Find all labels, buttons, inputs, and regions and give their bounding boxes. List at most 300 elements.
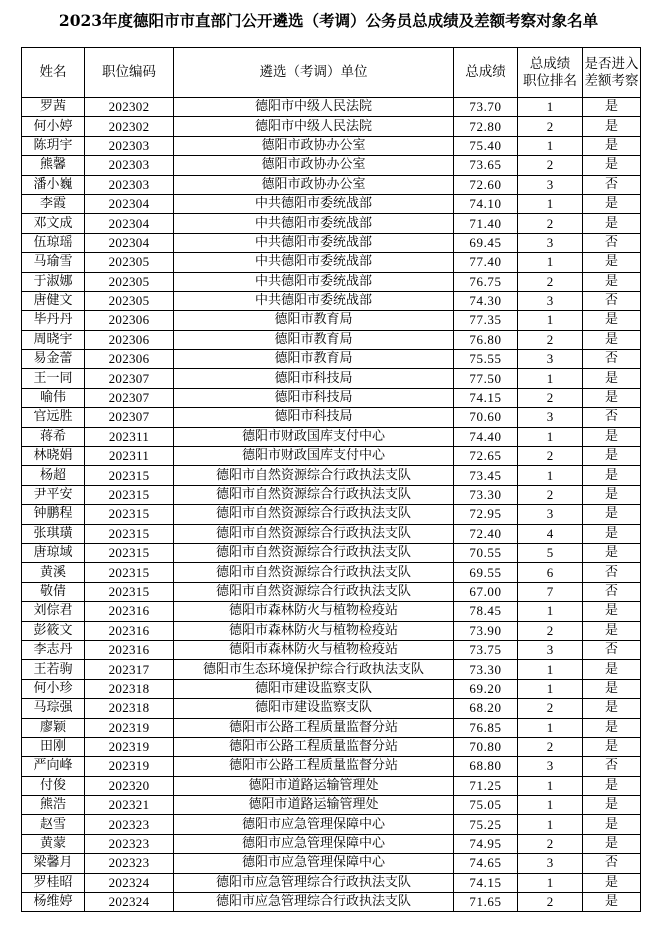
cell-rank: 1 bbox=[518, 718, 583, 737]
table-row bbox=[22, 175, 641, 194]
cell-rank: 1 bbox=[518, 369, 583, 388]
cell-unit: 德阳市自然资源综合行政执法支队 bbox=[174, 524, 454, 543]
cell-score: 73.45 bbox=[454, 466, 518, 485]
cell-name: 赵雪 bbox=[22, 815, 85, 834]
cell-unit: 德阳市财政国库支付中心 bbox=[174, 427, 454, 446]
cell-score: 72.40 bbox=[454, 524, 518, 543]
cell-score: 76.85 bbox=[454, 718, 518, 737]
table-row bbox=[22, 582, 641, 601]
cell-name: 李霞 bbox=[22, 194, 85, 213]
cell-rank: 3 bbox=[518, 408, 583, 427]
cell-name: 张琪璜 bbox=[22, 524, 85, 543]
cell-code: 202315 bbox=[85, 485, 174, 504]
cell-unit: 德阳市政协办公室 bbox=[174, 175, 454, 194]
table-row bbox=[22, 136, 641, 155]
cell-score: 74.10 bbox=[454, 194, 518, 213]
cell-name: 周晓宇 bbox=[22, 330, 85, 349]
cell-code: 202323 bbox=[85, 815, 174, 834]
cell-unit: 德阳市政协办公室 bbox=[174, 136, 454, 155]
cell-flag: 是 bbox=[583, 602, 641, 621]
cell-code: 202305 bbox=[85, 272, 174, 291]
cell-name: 唐健文 bbox=[22, 291, 85, 310]
cell-name: 邓文成 bbox=[22, 214, 85, 233]
table-row bbox=[22, 873, 641, 892]
cell-flag: 否 bbox=[583, 757, 641, 776]
header-row bbox=[22, 48, 641, 98]
cell-unit: 德阳市应急管理综合行政执法支队 bbox=[174, 873, 454, 892]
cell-flag: 是 bbox=[583, 796, 641, 815]
cell-flag: 是 bbox=[583, 776, 641, 795]
table-row bbox=[22, 369, 641, 388]
table-row bbox=[22, 505, 641, 524]
cell-code: 202305 bbox=[85, 291, 174, 310]
cell-name: 敬倩 bbox=[22, 582, 85, 601]
cell-unit: 德阳市科技局 bbox=[174, 369, 454, 388]
cell-score: 71.65 bbox=[454, 893, 518, 912]
cell-code: 202303 bbox=[85, 136, 174, 155]
cell-score: 72.65 bbox=[454, 447, 518, 466]
cell-score: 74.95 bbox=[454, 834, 518, 853]
cell-name: 蒋希 bbox=[22, 427, 85, 446]
cell-rank: 1 bbox=[518, 776, 583, 795]
cell-rank: 2 bbox=[518, 893, 583, 912]
cell-name: 何小珍 bbox=[22, 679, 85, 698]
cell-score: 72.95 bbox=[454, 505, 518, 524]
cell-unit: 德阳市自然资源综合行政执法支队 bbox=[174, 543, 454, 562]
cell-flag: 是 bbox=[583, 737, 641, 756]
cell-name: 潘小巍 bbox=[22, 175, 85, 194]
table-row bbox=[22, 156, 641, 175]
cell-flag: 是 bbox=[583, 485, 641, 504]
cell-unit: 德阳市应急管理综合行政执法支队 bbox=[174, 893, 454, 912]
cell-code: 202315 bbox=[85, 582, 174, 601]
cell-name: 刘倧君 bbox=[22, 602, 85, 621]
cell-score: 73.70 bbox=[454, 98, 518, 117]
cell-flag: 是 bbox=[583, 834, 641, 853]
cell-code: 202317 bbox=[85, 660, 174, 679]
cell-code: 202306 bbox=[85, 350, 174, 369]
cell-unit: 中共德阳市委统战部 bbox=[174, 233, 454, 252]
table-row bbox=[22, 834, 641, 853]
cell-code: 202323 bbox=[85, 854, 174, 873]
cell-code: 202321 bbox=[85, 796, 174, 815]
cell-name: 罗茜 bbox=[22, 98, 85, 117]
cell-code: 202307 bbox=[85, 388, 174, 407]
cell-unit: 德阳市中级人民法院 bbox=[174, 117, 454, 136]
cell-rank: 4 bbox=[518, 524, 583, 543]
cell-code: 202305 bbox=[85, 253, 174, 272]
cell-score: 72.60 bbox=[454, 175, 518, 194]
cell-flag: 是 bbox=[583, 621, 641, 640]
cell-code: 202303 bbox=[85, 156, 174, 175]
cell-flag: 是 bbox=[583, 194, 641, 213]
table-row bbox=[22, 543, 641, 562]
cell-rank: 2 bbox=[518, 214, 583, 233]
cell-rank: 3 bbox=[518, 640, 583, 659]
cell-flag: 否 bbox=[583, 563, 641, 582]
cell-score: 70.55 bbox=[454, 543, 518, 562]
table-row bbox=[22, 485, 641, 504]
cell-code: 202302 bbox=[85, 98, 174, 117]
cell-rank: 2 bbox=[518, 447, 583, 466]
cell-name: 黄溪 bbox=[22, 563, 85, 582]
cell-score: 76.80 bbox=[454, 330, 518, 349]
cell-code: 202304 bbox=[85, 214, 174, 233]
cell-flag: 是 bbox=[583, 156, 641, 175]
cell-rank: 1 bbox=[518, 602, 583, 621]
cell-score: 74.65 bbox=[454, 854, 518, 873]
cell-flag: 是 bbox=[583, 369, 641, 388]
cell-code: 202319 bbox=[85, 737, 174, 756]
table-row bbox=[22, 117, 641, 136]
cell-score: 74.15 bbox=[454, 388, 518, 407]
cell-code: 202311 bbox=[85, 447, 174, 466]
cell-code: 202304 bbox=[85, 194, 174, 213]
cell-unit: 德阳市教育局 bbox=[174, 311, 454, 330]
cell-name: 严向峰 bbox=[22, 757, 85, 776]
cell-unit: 德阳市应急管理保障中心 bbox=[174, 854, 454, 873]
cell-flag: 否 bbox=[583, 175, 641, 194]
cell-unit: 中共德阳市委统战部 bbox=[174, 253, 454, 272]
table-row bbox=[22, 291, 641, 310]
cell-name: 熊浩 bbox=[22, 796, 85, 815]
table-row bbox=[22, 330, 641, 349]
cell-score: 67.00 bbox=[454, 582, 518, 601]
cell-unit: 德阳市自然资源综合行政执法支队 bbox=[174, 582, 454, 601]
cell-score: 71.25 bbox=[454, 776, 518, 795]
cell-score: 74.30 bbox=[454, 291, 518, 310]
cell-code: 202307 bbox=[85, 369, 174, 388]
table-row bbox=[22, 388, 641, 407]
cell-name: 易金蕾 bbox=[22, 350, 85, 369]
cell-flag: 否 bbox=[583, 582, 641, 601]
cell-flag: 是 bbox=[583, 311, 641, 330]
cell-flag: 是 bbox=[583, 873, 641, 892]
cell-rank: 1 bbox=[518, 466, 583, 485]
cell-code: 202320 bbox=[85, 776, 174, 795]
cell-unit: 中共德阳市委统战部 bbox=[174, 291, 454, 310]
cell-name: 彭筱文 bbox=[22, 621, 85, 640]
cell-flag: 是 bbox=[583, 543, 641, 562]
cell-score: 73.30 bbox=[454, 485, 518, 504]
table-row bbox=[22, 815, 641, 834]
cell-score: 78.45 bbox=[454, 602, 518, 621]
cell-flag: 是 bbox=[583, 98, 641, 117]
cell-flag: 是 bbox=[583, 524, 641, 543]
cell-flag: 是 bbox=[583, 330, 641, 349]
cell-name: 熊馨 bbox=[22, 156, 85, 175]
cell-rank: 1 bbox=[518, 136, 583, 155]
cell-name: 毕丹丹 bbox=[22, 311, 85, 330]
cell-flag: 是 bbox=[583, 466, 641, 485]
cell-code: 202304 bbox=[85, 233, 174, 252]
cell-rank: 3 bbox=[518, 505, 583, 524]
cell-rank: 1 bbox=[518, 194, 583, 213]
cell-code: 202302 bbox=[85, 117, 174, 136]
cell-name: 王一同 bbox=[22, 369, 85, 388]
cell-unit: 德阳市生态环境保护综合行政执法支队 bbox=[174, 660, 454, 679]
document-title: 2023年度德阳市市直部门公开遴选（考调）公务员总成绩及差额考察对象名单 bbox=[58, 11, 599, 30]
cell-rank: 2 bbox=[518, 621, 583, 640]
cell-code: 202323 bbox=[85, 834, 174, 853]
cell-name: 梁馨月 bbox=[22, 854, 85, 873]
table-row bbox=[22, 253, 641, 272]
cell-unit: 德阳市道路运输管理处 bbox=[174, 776, 454, 795]
cell-rank: 2 bbox=[518, 156, 583, 175]
table-row bbox=[22, 621, 641, 640]
cell-rank: 2 bbox=[518, 485, 583, 504]
cell-code: 202318 bbox=[85, 699, 174, 718]
cell-name: 于淑娜 bbox=[22, 272, 85, 291]
cell-rank: 3 bbox=[518, 175, 583, 194]
cell-unit: 德阳市科技局 bbox=[174, 408, 454, 427]
cell-rank: 2 bbox=[518, 834, 583, 853]
header-name: 姓名 bbox=[22, 48, 85, 98]
cell-rank: 2 bbox=[518, 737, 583, 756]
cell-flag: 是 bbox=[583, 718, 641, 737]
cell-rank: 3 bbox=[518, 854, 583, 873]
cell-score: 77.35 bbox=[454, 311, 518, 330]
cell-code: 202306 bbox=[85, 311, 174, 330]
cell-rank: 1 bbox=[518, 815, 583, 834]
cell-name: 黄蒙 bbox=[22, 834, 85, 853]
cell-name: 陈玥宇 bbox=[22, 136, 85, 155]
table-row bbox=[22, 524, 641, 543]
cell-unit: 德阳市自然资源综合行政执法支队 bbox=[174, 466, 454, 485]
cell-name: 王若驹 bbox=[22, 660, 85, 679]
table-row bbox=[22, 602, 641, 621]
cell-name: 廖颖 bbox=[22, 718, 85, 737]
cell-score: 74.40 bbox=[454, 427, 518, 446]
cell-rank: 1 bbox=[518, 679, 583, 698]
cell-flag: 是 bbox=[583, 815, 641, 834]
table-row bbox=[22, 466, 641, 485]
cell-unit: 德阳市教育局 bbox=[174, 350, 454, 369]
cell-score: 70.80 bbox=[454, 737, 518, 756]
table-row bbox=[22, 737, 641, 756]
cell-name: 喻伟 bbox=[22, 388, 85, 407]
cell-score: 69.45 bbox=[454, 233, 518, 252]
table-row bbox=[22, 447, 641, 466]
cell-unit: 德阳市财政国库支付中心 bbox=[174, 447, 454, 466]
cell-flag: 是 bbox=[583, 253, 641, 272]
table-row bbox=[22, 854, 641, 873]
cell-rank: 3 bbox=[518, 291, 583, 310]
cell-rank: 1 bbox=[518, 253, 583, 272]
cell-flag: 是 bbox=[583, 427, 641, 446]
cell-unit: 德阳市道路运输管理处 bbox=[174, 796, 454, 815]
cell-score: 68.20 bbox=[454, 699, 518, 718]
cell-flag: 否 bbox=[583, 408, 641, 427]
cell-code: 202315 bbox=[85, 466, 174, 485]
cell-score: 69.55 bbox=[454, 563, 518, 582]
cell-score: 73.65 bbox=[454, 156, 518, 175]
cell-unit: 德阳市建设监察支队 bbox=[174, 679, 454, 698]
cell-score: 73.90 bbox=[454, 621, 518, 640]
cell-code: 202311 bbox=[85, 427, 174, 446]
table-row bbox=[22, 718, 641, 737]
cell-unit: 德阳市教育局 bbox=[174, 330, 454, 349]
cell-name: 田刚 bbox=[22, 737, 85, 756]
cell-unit: 中共德阳市委统战部 bbox=[174, 272, 454, 291]
cell-code: 202316 bbox=[85, 640, 174, 659]
table-row bbox=[22, 679, 641, 698]
cell-unit: 德阳市公路工程质量监督分站 bbox=[174, 737, 454, 756]
cell-score: 68.80 bbox=[454, 757, 518, 776]
cell-rank: 2 bbox=[518, 117, 583, 136]
cell-rank: 2 bbox=[518, 330, 583, 349]
cell-flag: 是 bbox=[583, 136, 641, 155]
header-unit: 遴选（考调）单位 bbox=[174, 48, 454, 98]
cell-code: 202315 bbox=[85, 505, 174, 524]
cell-flag: 是 bbox=[583, 117, 641, 136]
cell-code: 202318 bbox=[85, 679, 174, 698]
cell-score: 72.80 bbox=[454, 117, 518, 136]
cell-score: 75.25 bbox=[454, 815, 518, 834]
cell-code: 202306 bbox=[85, 330, 174, 349]
cell-rank: 6 bbox=[518, 563, 583, 582]
cell-score: 75.05 bbox=[454, 796, 518, 815]
cell-unit: 德阳市自然资源综合行政执法支队 bbox=[174, 505, 454, 524]
cell-score: 76.75 bbox=[454, 272, 518, 291]
header-flag: 是否进入 差额考察 bbox=[583, 48, 641, 98]
cell-unit: 德阳市科技局 bbox=[174, 388, 454, 407]
cell-unit: 德阳市应急管理保障中心 bbox=[174, 834, 454, 853]
cell-flag: 是 bbox=[583, 893, 641, 912]
cell-name: 钟鹏程 bbox=[22, 505, 85, 524]
table-row bbox=[22, 233, 641, 252]
header-code: 职位编码 bbox=[85, 48, 174, 98]
table-row bbox=[22, 640, 641, 659]
cell-flag: 是 bbox=[583, 388, 641, 407]
cell-unit: 德阳市公路工程质量监督分站 bbox=[174, 757, 454, 776]
cell-unit: 德阳市自然资源综合行政执法支队 bbox=[174, 485, 454, 504]
cell-unit: 中共德阳市委统战部 bbox=[174, 194, 454, 213]
cell-unit: 德阳市自然资源综合行政执法支队 bbox=[174, 563, 454, 582]
table-row bbox=[22, 272, 641, 291]
cell-unit: 德阳市中级人民法院 bbox=[174, 98, 454, 117]
cell-rank: 1 bbox=[518, 796, 583, 815]
cell-rank: 2 bbox=[518, 272, 583, 291]
table-row bbox=[22, 98, 641, 117]
cell-name: 唐琼域 bbox=[22, 543, 85, 562]
cell-rank: 7 bbox=[518, 582, 583, 601]
cell-score: 77.50 bbox=[454, 369, 518, 388]
table-row bbox=[22, 311, 641, 330]
cell-rank: 1 bbox=[518, 660, 583, 679]
cell-flag: 否 bbox=[583, 233, 641, 252]
table-row bbox=[22, 563, 641, 582]
cell-rank: 2 bbox=[518, 699, 583, 718]
cell-flag: 否 bbox=[583, 640, 641, 659]
table-row bbox=[22, 796, 641, 815]
cell-name: 杨超 bbox=[22, 466, 85, 485]
cell-flag: 是 bbox=[583, 214, 641, 233]
cell-code: 202315 bbox=[85, 563, 174, 582]
header-rank: 总成绩 职位排名 bbox=[518, 48, 583, 98]
cell-code: 202316 bbox=[85, 602, 174, 621]
table-row bbox=[22, 194, 641, 213]
header-score: 总成绩 bbox=[454, 48, 518, 98]
cell-rank: 3 bbox=[518, 757, 583, 776]
cell-flag: 是 bbox=[583, 272, 641, 291]
cell-score: 70.60 bbox=[454, 408, 518, 427]
cell-rank: 1 bbox=[518, 873, 583, 892]
cell-flag: 是 bbox=[583, 447, 641, 466]
cell-code: 202319 bbox=[85, 718, 174, 737]
cell-name: 李志丹 bbox=[22, 640, 85, 659]
cell-name: 马瑜雪 bbox=[22, 253, 85, 272]
cell-name: 何小婷 bbox=[22, 117, 85, 136]
cell-score: 73.75 bbox=[454, 640, 518, 659]
cell-unit: 中共德阳市委统战部 bbox=[174, 214, 454, 233]
cell-unit: 德阳市应急管理保障中心 bbox=[174, 815, 454, 834]
table-row bbox=[22, 214, 641, 233]
cell-code: 202316 bbox=[85, 621, 174, 640]
cell-name: 伍琼瑶 bbox=[22, 233, 85, 252]
table-row bbox=[22, 350, 641, 369]
cell-unit: 德阳市森林防火与植物检疫站 bbox=[174, 621, 454, 640]
table-row bbox=[22, 660, 641, 679]
results-table bbox=[21, 47, 641, 912]
table-row bbox=[22, 408, 641, 427]
cell-code: 202315 bbox=[85, 524, 174, 543]
cell-score: 73.30 bbox=[454, 660, 518, 679]
cell-code: 202324 bbox=[85, 873, 174, 892]
cell-code: 202307 bbox=[85, 408, 174, 427]
cell-name: 罗桂昭 bbox=[22, 873, 85, 892]
cell-name: 林晓娟 bbox=[22, 447, 85, 466]
cell-score: 75.55 bbox=[454, 350, 518, 369]
cell-code: 202315 bbox=[85, 543, 174, 562]
cell-unit: 德阳市政协办公室 bbox=[174, 156, 454, 175]
cell-code: 202319 bbox=[85, 757, 174, 776]
cell-flag: 是 bbox=[583, 660, 641, 679]
cell-rank: 3 bbox=[518, 233, 583, 252]
cell-name: 官远胜 bbox=[22, 408, 85, 427]
cell-score: 74.15 bbox=[454, 873, 518, 892]
cell-flag: 是 bbox=[583, 505, 641, 524]
cell-unit: 德阳市公路工程质量监督分站 bbox=[174, 718, 454, 737]
cell-score: 71.40 bbox=[454, 214, 518, 233]
cell-flag: 是 bbox=[583, 679, 641, 698]
cell-unit: 德阳市建设监察支队 bbox=[174, 699, 454, 718]
cell-rank: 1 bbox=[518, 427, 583, 446]
cell-unit: 德阳市森林防火与植物检疫站 bbox=[174, 602, 454, 621]
cell-name: 杨维婷 bbox=[22, 893, 85, 912]
table-row bbox=[22, 427, 641, 446]
cell-flag: 否 bbox=[583, 854, 641, 873]
cell-score: 69.20 bbox=[454, 679, 518, 698]
table-body bbox=[22, 98, 641, 912]
table-row bbox=[22, 699, 641, 718]
cell-score: 77.40 bbox=[454, 253, 518, 272]
cell-flag: 是 bbox=[583, 699, 641, 718]
table-row bbox=[22, 757, 641, 776]
cell-name: 尹平安 bbox=[22, 485, 85, 504]
cell-name: 马琮强 bbox=[22, 699, 85, 718]
cell-rank: 1 bbox=[518, 311, 583, 330]
cell-rank: 3 bbox=[518, 350, 583, 369]
cell-name: 付俊 bbox=[22, 776, 85, 795]
cell-flag: 否 bbox=[583, 350, 641, 369]
cell-code: 202324 bbox=[85, 893, 174, 912]
cell-code: 202303 bbox=[85, 175, 174, 194]
cell-flag: 否 bbox=[583, 291, 641, 310]
cell-rank: 5 bbox=[518, 543, 583, 562]
cell-rank: 1 bbox=[518, 98, 583, 117]
cell-rank: 2 bbox=[518, 388, 583, 407]
